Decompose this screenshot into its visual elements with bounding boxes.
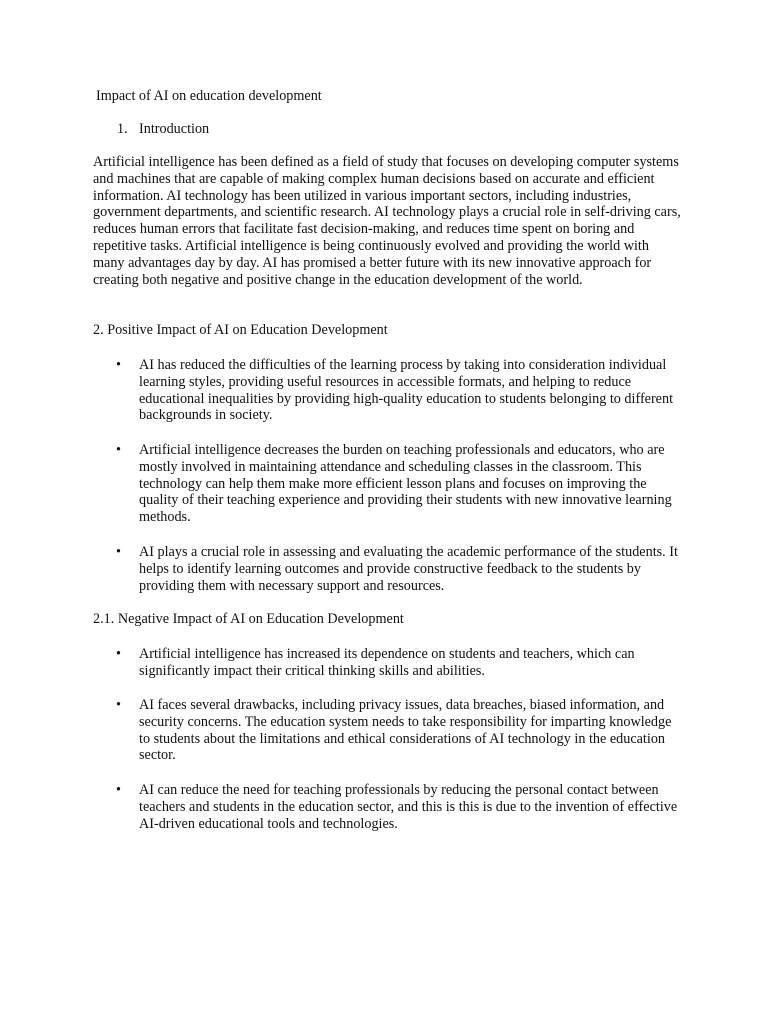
introduction-number: 1. — [117, 121, 128, 137]
negative-bullet-item: • AI faces several drawbacks, including privacy issues, data breaches, biased information, and security concerns. The education system needs to take responsibility for imparting knowledge to students about the limitations and ethical considerations of AI technology in the education sector. — [139, 697, 679, 764]
introduction-heading — [117, 121, 209, 138]
positive-bullet-item: • Artificial intelligence decreases the burden on teaching professionals and educators, who are mostly involved in maintaining attendance and scheduling classes in the classroom. This technology can help them make more efficient lesson plans and focuses on improving the quality of their teaching experience and providing their students with new innovative learning methods. — [139, 442, 679, 526]
document-title: Impact of AI on education development — [96, 88, 322, 104]
negative-bullet-item: • AI can reduce the need for teaching professionals by reducing the personal contact between teachers and students in the education sector, and this is this is due to the invention of effective AI-driven educational tools and technologies. — [139, 782, 679, 832]
introduction-heading-text: Introduction — [139, 121, 210, 137]
negative-impact-heading: 2.1. Negative Impact of AI on Education Development — [93, 611, 404, 627]
positive-bullet-item: • AI plays a crucial role in assessing and evaluating the academic performance of the students. It helps to identify learning outcomes and provide constructive feedback to the students by providing them with necessary support and resources. — [139, 544, 679, 594]
positive-bullet-item: • AI has reduced the difficulties of the learning process by taking into consideration individual learning styles, providing useful resources in accessible formats, and helping to reduce educational inequalities by providing high-quality education to students belonging to different backgrounds in society. — [139, 357, 679, 424]
negative-bullet-item: • Artificial intelligence has increased its dependence on students and teachers, which can significantly impact their critical thinking skills and abilities. — [139, 646, 679, 680]
introduction-paragraph: Artificial intelligence has been defined as a field of study that focuses on developing computer systems and machines that are capable of making complex human decisions based on accurate and efficient information. AI technology has been utilized in various important sectors, including industries, government departments, and scientific research. AI technology plays a crucial role in self-driving cars, reduces human errors that facilitate fast decision-making, and reduces time spent on boring and repetitive tasks. Artificial intelligence is being continuously evolved and providing the world with many advantages day by day. AI has promised a better future with its new innovative approach for creating both negative and positive change in the education development of the world. — [93, 154, 681, 288]
positive-impact-heading: 2. Positive Impact of AI on Education Development — [93, 322, 388, 338]
